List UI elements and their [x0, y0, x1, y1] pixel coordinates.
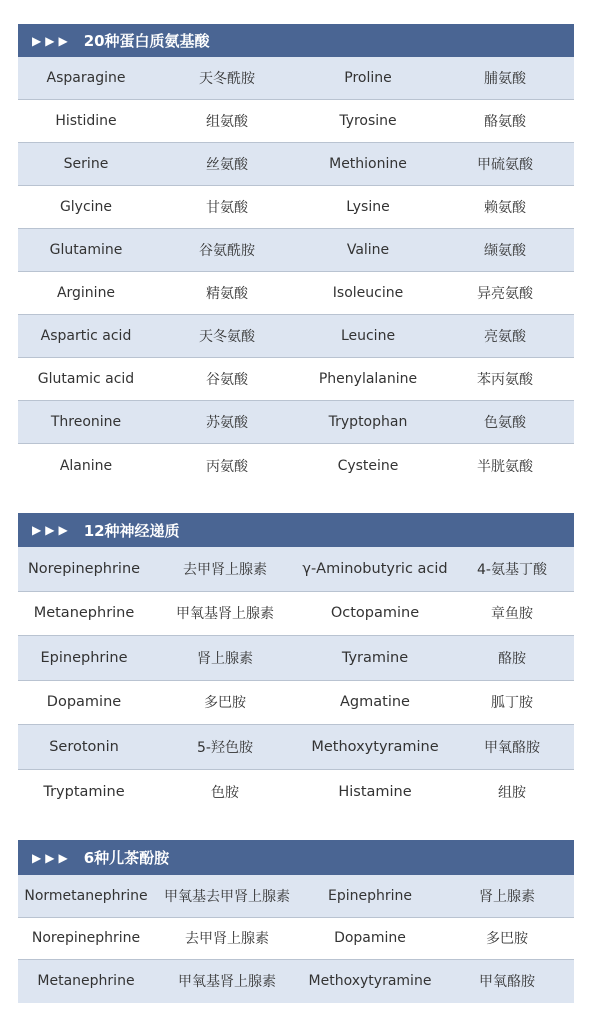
chinese-name: 甘氨酸	[206, 200, 248, 216]
triple-arrow-icon: ▶▶▶	[32, 33, 72, 48]
english-name: Histidine	[55, 113, 117, 129]
table-row	[18, 592, 574, 637]
table-row	[18, 229, 574, 272]
english-name: Tryptamine	[43, 783, 125, 800]
chinese-name: 胍丁胺	[491, 695, 533, 712]
chinese-name: 赖氨酸	[484, 200, 526, 216]
table-row	[18, 401, 574, 444]
chinese-name: 去甲肾上腺素	[183, 561, 267, 578]
chinese-name: 苏氨酸	[206, 415, 248, 431]
chinese-name: 组氨酸	[206, 114, 248, 130]
english-name: Phenylalanine	[318, 371, 418, 387]
chinese-name: 甲氧基肾上腺素	[178, 974, 276, 991]
table-row	[18, 100, 574, 143]
chinese-name: 酪氨酸	[484, 114, 526, 130]
english-name: Dopamine	[46, 694, 122, 711]
amino-acids-table	[18, 24, 574, 487]
english-name: Tyrosine	[339, 113, 397, 129]
english-name: Methoxytyramine	[308, 973, 432, 990]
chinese-name: 甲氧基肾上腺素	[176, 606, 274, 623]
section-header	[18, 840, 574, 875]
section-title: 20种蛋白质氨基酸	[83, 32, 210, 50]
section-header	[18, 24, 574, 57]
english-name: Alanine	[59, 457, 113, 474]
table-row	[18, 272, 574, 315]
chinese-name: 4-氨基丁酸	[477, 561, 547, 578]
table-row	[18, 636, 574, 681]
chinese-name: 丝氨酸	[206, 157, 248, 173]
english-name: Tryptophan	[328, 414, 408, 430]
section-title: 12种神经递质	[83, 521, 180, 540]
chinese-name: 甲硫氨酸	[477, 157, 533, 173]
neurotransmitters-table	[18, 513, 574, 814]
chinese-name: 半胱氨酸	[477, 458, 533, 475]
english-name: γ-Aminobutyric acid	[302, 560, 448, 577]
english-name: Histamine	[338, 783, 412, 800]
chinese-name: 去甲肾上腺素	[185, 931, 269, 948]
chinese-name: 甲氧酪胺	[484, 739, 540, 756]
chinese-name: 甲氧酪胺	[479, 974, 535, 991]
english-name: Epinephrine	[328, 887, 412, 904]
table-row	[18, 143, 574, 186]
chinese-name: 谷氨酰胺	[199, 243, 255, 259]
chinese-name: 肾上腺素	[197, 650, 253, 667]
english-name: Glycine	[59, 199, 113, 215]
english-name: Methoxytyramine	[311, 738, 439, 755]
table-row	[18, 960, 574, 1003]
chinese-name: 5-羟色胺	[197, 739, 253, 756]
english-name: Asparagine	[46, 70, 126, 86]
english-name: Threonine	[50, 414, 122, 430]
chinese-name: 酪胺	[498, 650, 526, 667]
section-title: 6种儿茶酚胺	[83, 849, 170, 867]
chinese-name: 色氨酸	[484, 415, 526, 431]
english-name: Serine	[63, 156, 109, 172]
table-row	[18, 186, 574, 229]
chinese-name: 苯丙氨酸	[477, 372, 533, 388]
chinese-name: 组胺	[498, 784, 526, 801]
chinese-name: 亮氨酸	[484, 329, 526, 345]
english-name: Proline	[344, 70, 392, 86]
english-name: Octopamine	[330, 605, 420, 622]
english-name: Glutamine	[49, 242, 123, 258]
chinese-name: 章鱼胺	[491, 606, 533, 623]
english-name: Valine	[346, 242, 390, 258]
english-name: Metanephrine	[33, 605, 135, 622]
catecholamines-table	[18, 840, 574, 1003]
chinese-name: 甲氧基去甲肾上腺素	[164, 888, 290, 905]
english-name: Cysteine	[337, 457, 399, 474]
english-name: Isoleucine	[332, 285, 404, 301]
english-name: Serotonin	[49, 738, 119, 755]
english-name: Tyramine	[341, 649, 409, 666]
table-row	[18, 547, 574, 592]
english-name: Aspartic acid	[40, 328, 132, 344]
english-name: Arginine	[56, 285, 116, 301]
chinese-name: 谷氨酸	[206, 372, 248, 388]
english-name: Leucine	[340, 328, 396, 344]
table-row	[18, 770, 574, 815]
english-name: Methionine	[329, 156, 407, 172]
chinese-name: 异亮氨酸	[477, 286, 533, 302]
english-name: Metanephrine	[37, 973, 135, 990]
table-row	[18, 681, 574, 726]
section-header	[18, 513, 574, 547]
chinese-name: 脯氨酸	[484, 71, 526, 87]
table-row	[18, 725, 574, 770]
english-name: Normetanephrine	[24, 887, 148, 904]
triple-arrow-icon: ▶▶▶	[32, 523, 72, 537]
english-name: Dopamine	[334, 930, 406, 947]
english-name: Lysine	[346, 199, 390, 215]
table-row	[18, 444, 574, 487]
table-row	[18, 918, 574, 961]
english-name: Agmatine	[340, 694, 410, 711]
english-name: Norepinephrine	[31, 930, 141, 947]
english-name: Glutamic acid	[37, 371, 135, 387]
chinese-name: 多巴胺	[486, 931, 528, 948]
english-name: Norepinephrine	[27, 560, 141, 577]
chinese-name: 天冬酰胺	[199, 71, 255, 87]
table-row	[18, 358, 574, 401]
table-row	[18, 875, 574, 918]
table-row	[18, 315, 574, 358]
chinese-name: 天冬氨酸	[199, 329, 255, 345]
english-name: Epinephrine	[40, 649, 128, 666]
chinese-name: 缬氨酸	[484, 243, 526, 259]
chinese-name: 丙氨酸	[206, 458, 248, 475]
chinese-name: 精氨酸	[206, 286, 248, 302]
chinese-name: 多巴胺	[204, 695, 246, 712]
table-row	[18, 57, 574, 100]
chinese-name: 肾上腺素	[479, 888, 535, 905]
chinese-name: 色胺	[211, 784, 239, 801]
triple-arrow-icon: ▶▶▶	[32, 850, 72, 865]
